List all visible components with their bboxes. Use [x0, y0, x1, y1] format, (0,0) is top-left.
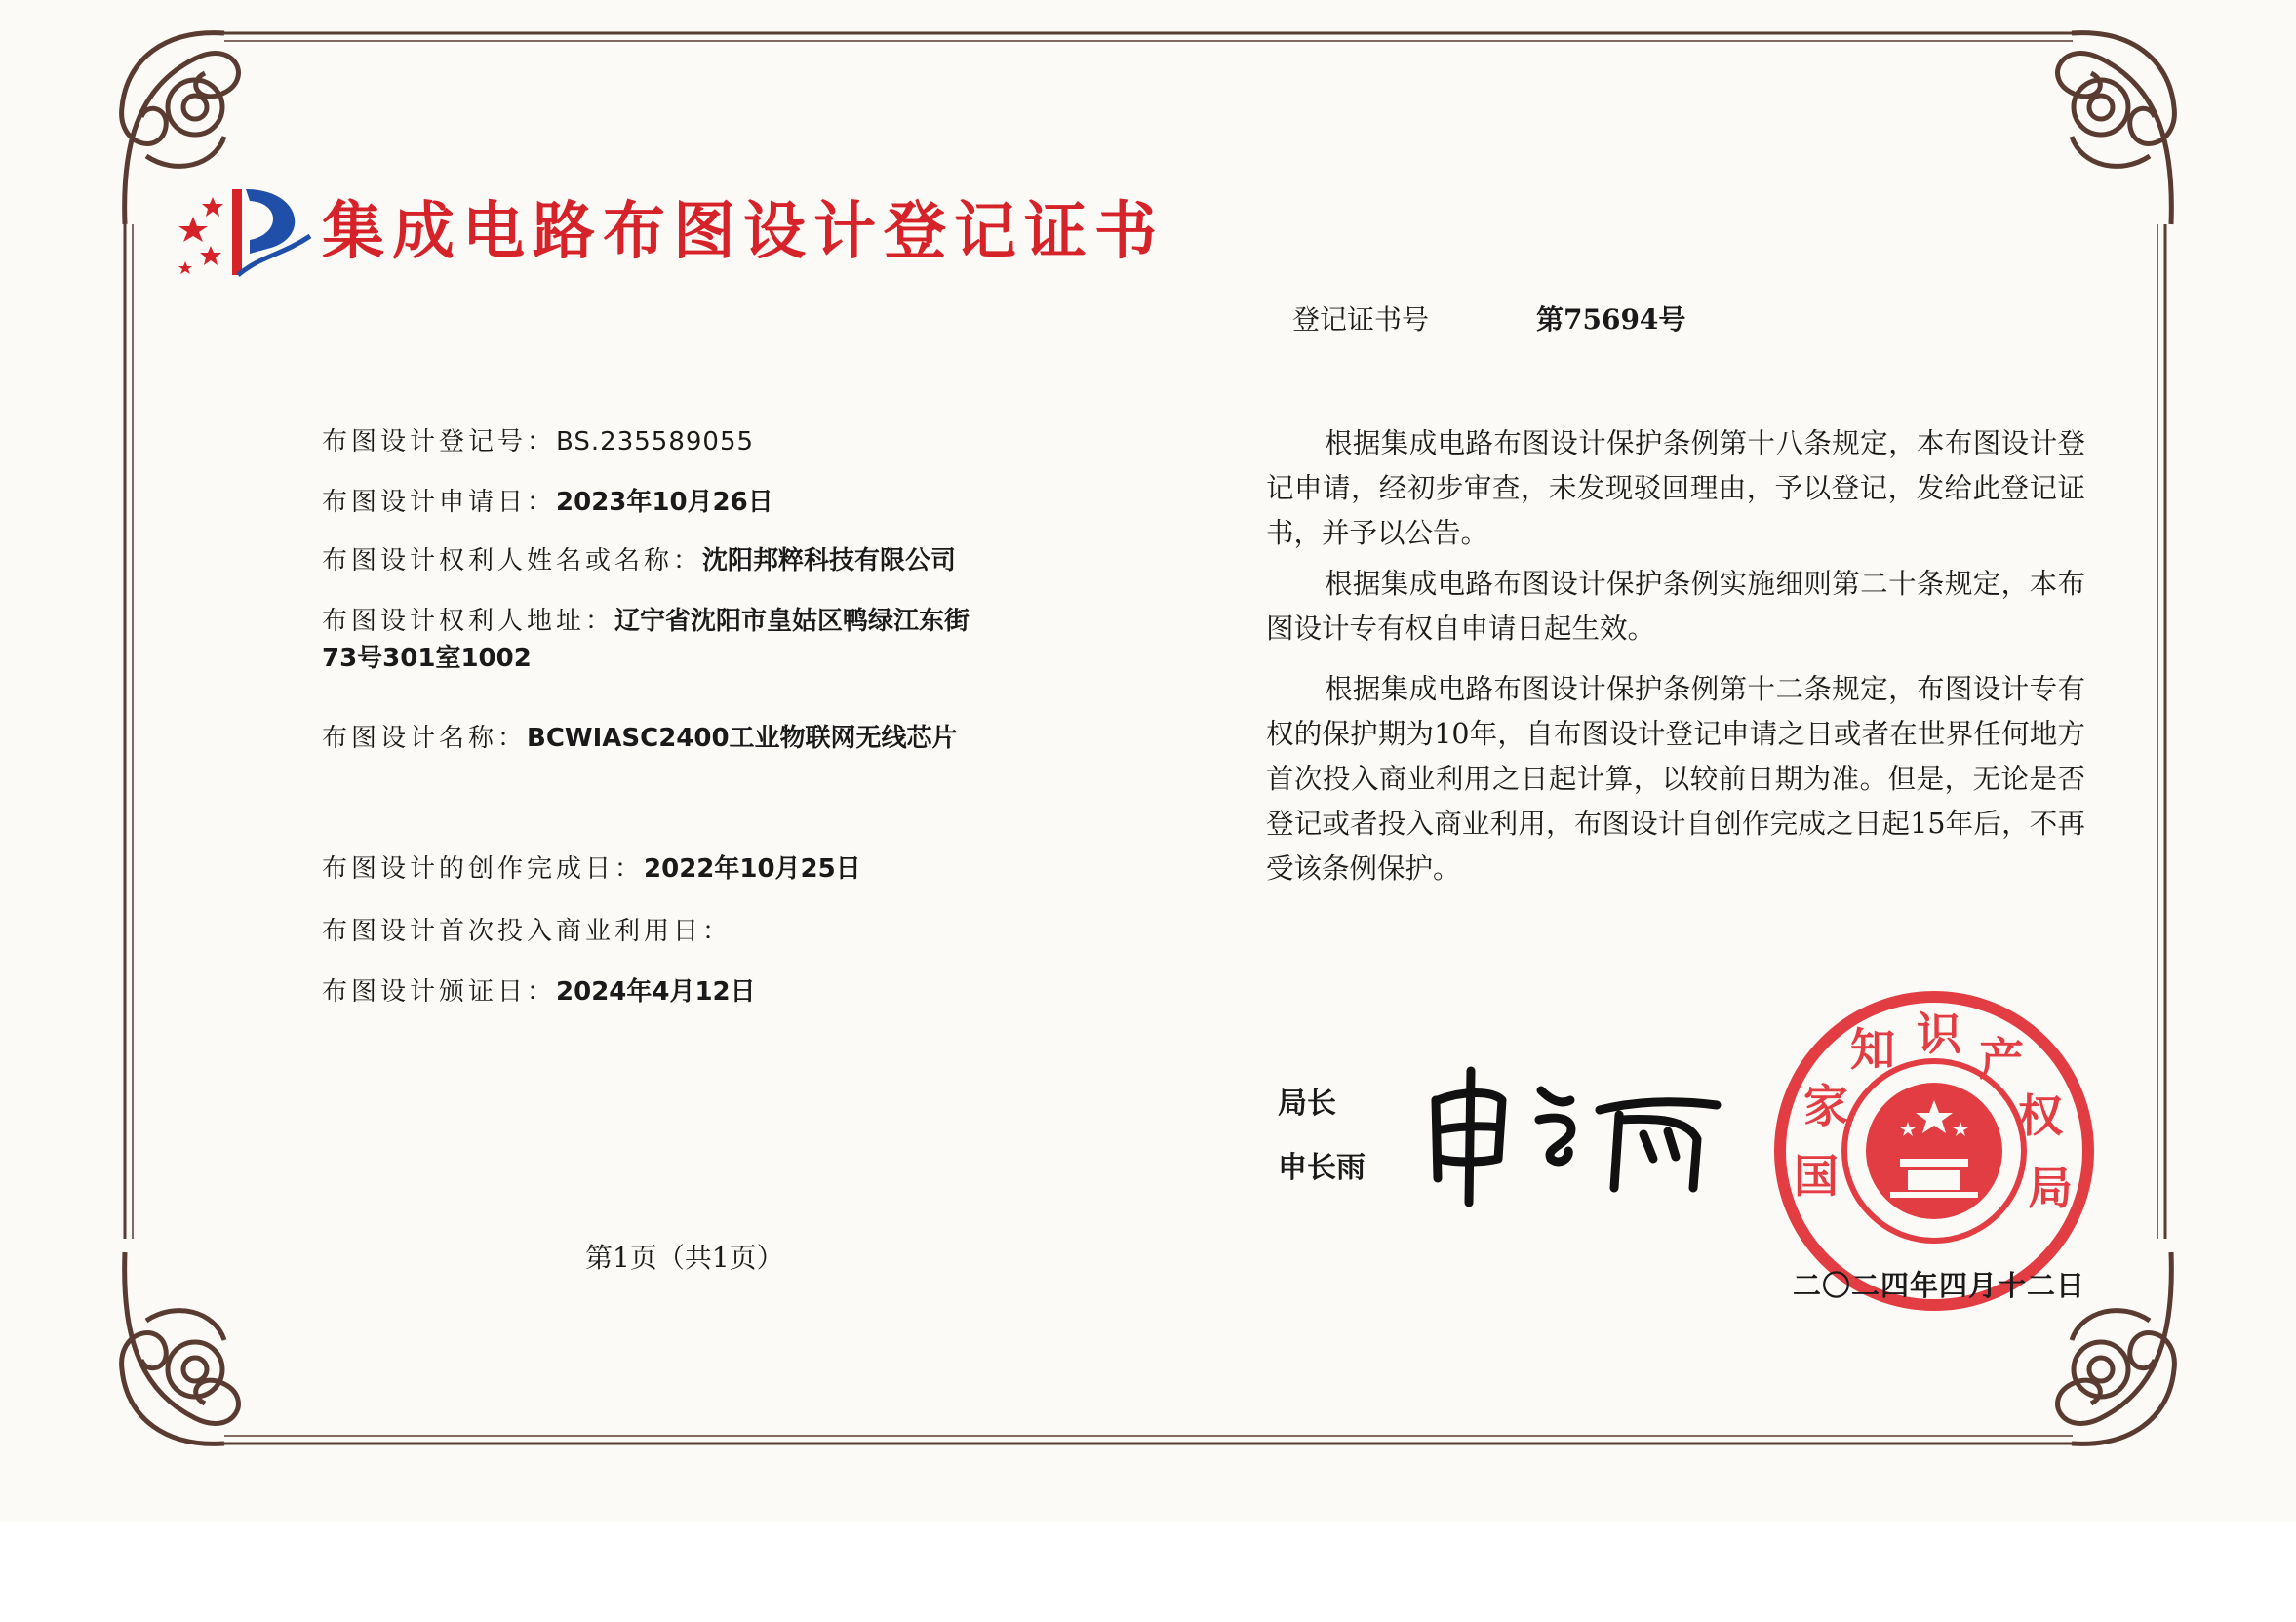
handwritten-signature [1424, 1061, 1736, 1207]
field-label: 布图设计登记号： [322, 427, 557, 456]
legal-paragraph-3: 根据集成电路布图设计保护条例第十二条规定，布图设计专有权的保护期为10年，自布图设计登记申请之日或者在世界任何地方首次投入商业利用之日起计算，以较前日期为准。但是，无论是否登记或者投入商业利用，布图设计自创作完成之日起15年后，不再受该条例保护。 [1266, 673, 2085, 885]
field-issue-date [322, 971, 756, 1008]
field-value: 2022年10月25日 [644, 854, 861, 884]
certificate-number-label: 登记证书号 [1292, 303, 1430, 336]
cnipa-logo-icon [174, 178, 320, 285]
field-application-date [322, 482, 773, 518]
field-label: 布图设计权利人姓名或名称： [322, 546, 703, 575]
field-registration-number [322, 421, 754, 457]
page-number: 第1页（共1页） [585, 1242, 784, 1274]
certificate-title: 集成电路布图设计登记证书 [322, 195, 1165, 268]
svg-text:国 家 知: 国 家 知 识 产 权 局 [1793, 1008, 2073, 1214]
legal-paragraph-1: 根据集成电路布图设计保护条例第十八条规定，本布图设计登记申请，经初步审查，未发现驳回理由，予以登记，发给此登记证书，并予以公告。 [1266, 427, 2085, 549]
field-label: 布图设计权利人地址： [322, 607, 615, 636]
field-value: 沈阳邦粹科技有限公司 [702, 546, 957, 575]
field-label: 布图设计申请日： [322, 488, 557, 517]
field-creation-date [322, 849, 861, 885]
corner-ornament-top-right [2058, 33, 2175, 224]
field-label: 布图设计名称： [322, 724, 528, 753]
field-value: BS.235589055 [556, 427, 755, 456]
field-value: BCWIASC2400工业物联网无线芯片 [527, 724, 958, 753]
certificate-number-value: 第75694号 [1536, 303, 1686, 336]
field-label: 布图设计首次投入商业利用日： [322, 917, 732, 946]
field-owner-address [322, 603, 995, 677]
signatory-title: 局长 [1278, 1087, 1336, 1121]
seal-date: 二〇二四年四月十二日 [1793, 1269, 2086, 1302]
signatory-name: 申长雨 [1278, 1151, 1366, 1185]
legal-paragraph-2: 根据集成电路布图设计保护条例实施细则第二十条规定，本布图设计专有权自申请日起生效。 [1266, 568, 2085, 645]
field-label: 布图设计的创作完成日： [322, 854, 645, 884]
corner-ornament-bottom-left [122, 1252, 239, 1444]
field-first-commercial-use-date [322, 911, 732, 947]
field-label: 布图设计颁证日： [322, 977, 557, 1007]
field-value: 2023年10月26日 [556, 488, 773, 517]
field-value: 辽宁省沈阳市皇姑区鸭绿江东街73号301室1002 [322, 607, 970, 673]
field-design-name [322, 718, 958, 754]
field-value: 2024年4月12日 [556, 977, 756, 1007]
field-owner-name [322, 542, 995, 579]
